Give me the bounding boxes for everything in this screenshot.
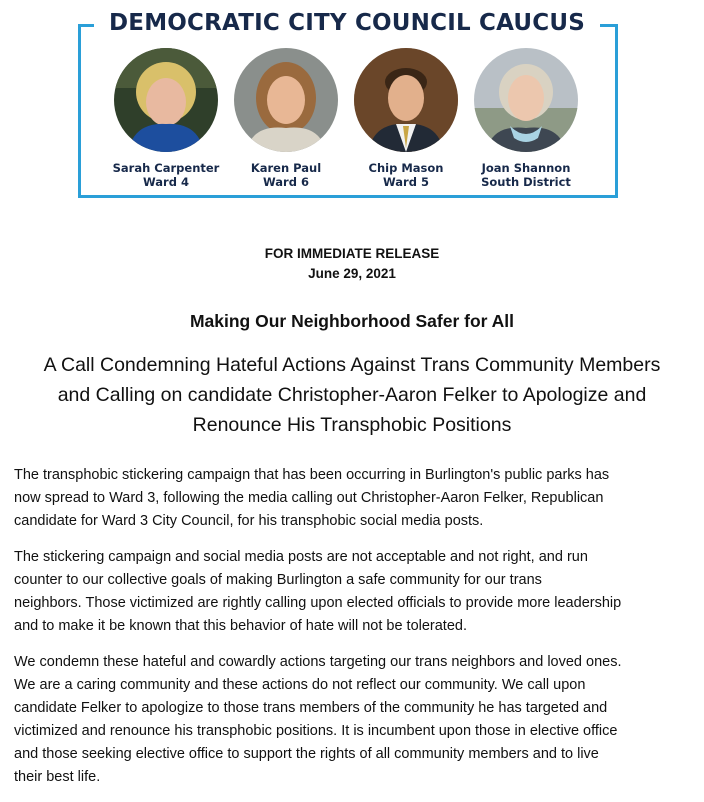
release-label: FOR IMMEDIATE RELEASE [264, 246, 440, 261]
body-text [14, 464, 696, 802]
member-card [346, 48, 466, 189]
member-name: Joan Shannon [481, 161, 571, 175]
member-ward: South District [481, 175, 571, 189]
member-ward: Ward 4 [143, 175, 189, 189]
paragraph: The transphobic stickering campaign that has been occurring in Burlington's public parks has now spread to Ward 3, following the media calling out Christopher-Aaron Felker, Republican candidate for Ward 3 City Council, for his transphobic social media posts. [14, 467, 610, 529]
member-card [106, 48, 226, 189]
member-photo [114, 48, 218, 152]
member-name: Karen Paul [250, 161, 322, 175]
subheadline [0, 350, 704, 440]
member-photo [354, 48, 458, 152]
paragraph: The stickering campaign and social media posts are not acceptable and not right, and run counter to our collective goals of making Burlington a safe community for our trans neighbors. Those victimized are rightly calling upon elected officials to provide more leadership and to make it be known that this behavior of hate will not be tolerated. [14, 549, 622, 634]
release-date: June 29, 2021 [308, 266, 396, 281]
member-card [466, 48, 586, 189]
member-photo [234, 48, 338, 152]
banner-title: DEMOCRATIC CITY COUNCIL CAUCUS [109, 10, 585, 36]
paragraph: We condemn these hateful and cowardly actions targeting our trans neighbors and loved ones. We are a caring community and these actions do not reflect our community. We call upon candidate Felker to apologize to those trans members of the community he has targeted and victimized and renounce his transphobic positions. It is incumbent upon those in elective office and those seeking elective office to support the rights of all community members and to live their best life. [14, 654, 622, 785]
member-card [226, 48, 346, 189]
member-name: Chip Mason [368, 161, 444, 175]
member-ward: Ward 5 [383, 175, 429, 189]
member-name: Sarah Carpenter [112, 161, 220, 175]
member-photo [474, 48, 578, 152]
release-block [0, 244, 704, 284]
member-list [106, 48, 586, 189]
member-ward: Ward 6 [263, 175, 309, 189]
subheadline-text: A Call Condemning Hateful Actions Against Trans Community Members and Calling on candidate Christopher-Aaron Felker to Apologize and Renounce His Transphobic Positions [43, 354, 661, 436]
caucus-banner [78, 12, 616, 197]
headline: Making Our Neighborhood Safer for All [189, 311, 515, 331]
